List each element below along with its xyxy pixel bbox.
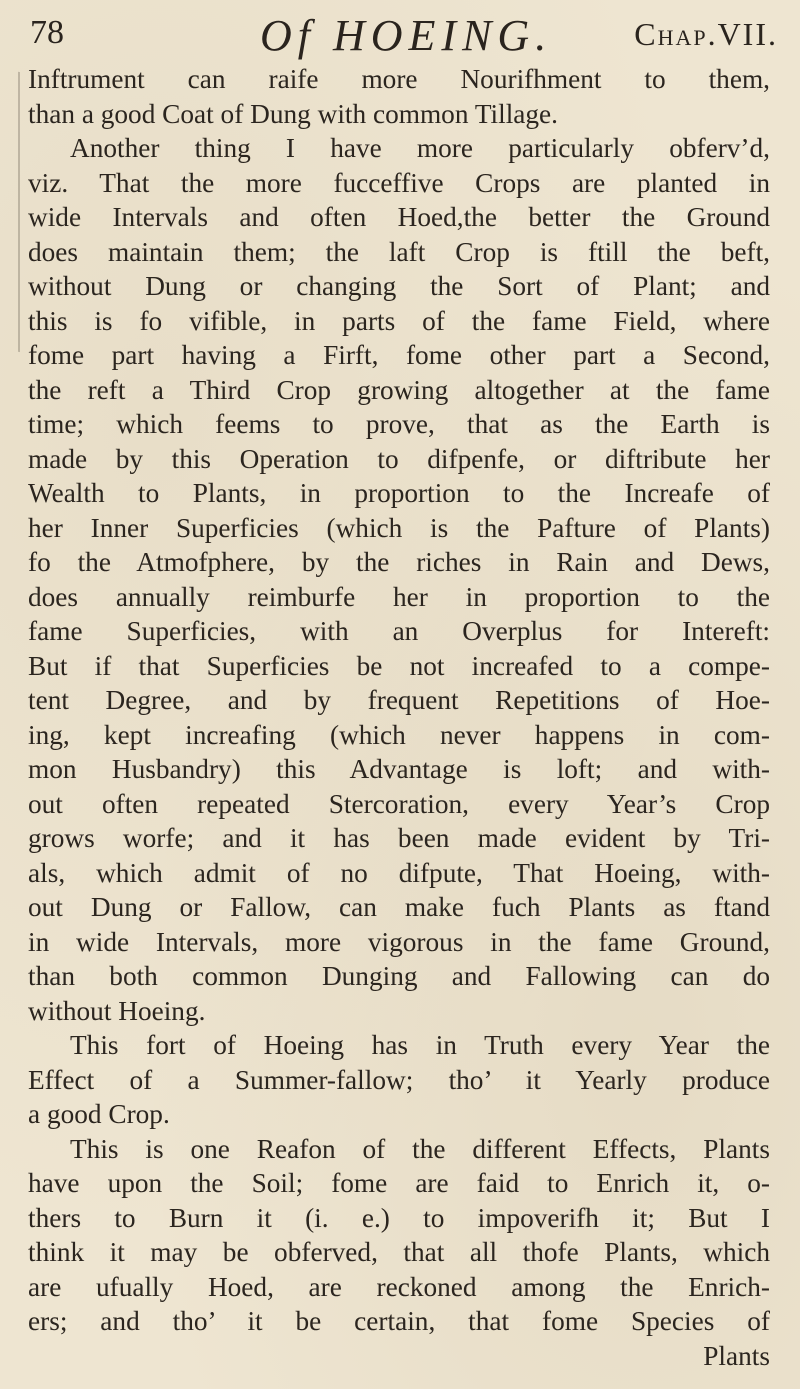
- page-header: [30, 6, 778, 62]
- text-line: thers to Burn it (i. e.) to impoverifh it; But I: [28, 1202, 770, 1233]
- text-line: ing, kept increafing (which never happens in com-: [28, 719, 770, 750]
- text-line: fome part having a Firft, fome other part a Second,: [28, 340, 770, 370]
- text-line: have upon the Soil; fome are faid to Enrich it, o-: [28, 1168, 770, 1198]
- text-line: fame Superficies, with an Overplus for Intereft:: [28, 616, 770, 646]
- text-line: fo the Atmofphere, by the riches in Rain and Dews,: [28, 547, 770, 577]
- text-line: als, which admit of no difpute, That Hoeing, with-: [28, 857, 770, 888]
- text-line: her Inner Superficies (which is the Pafture of Plants): [28, 512, 770, 543]
- text-line: a good Crop.: [28, 1099, 170, 1129]
- text-line: tent Degree, and by frequent Repetitions of Hoe-: [28, 685, 770, 715]
- text-line: think it may be obferved, that all thofe Plants, which: [28, 1237, 770, 1267]
- text-line: viz. That the more fucceffive Crops are planted in: [28, 167, 770, 198]
- text-line: this is fo vifible, in parts of the fame Field, where: [28, 305, 770, 336]
- text-line: But if that Superficies be not increafed to a compe-: [28, 650, 770, 681]
- text-line: out Dung or Fallow, can make fuch Plants as ftand: [28, 892, 770, 922]
- text-line: in wide Intervals, more vigorous in the fame Ground,: [28, 926, 770, 957]
- text-line: mon Husbandry) this Advantage is loft; and with-: [28, 754, 770, 784]
- text-line: Effect of a Summer-fallow; tho’ it Yearly produce: [28, 1064, 770, 1095]
- body-text: [28, 62, 770, 1373]
- text-line: without Dung or changing the Sort of Plant; and: [28, 271, 770, 301]
- text-line: grows worfe; and it has been made evident by Tri-: [28, 823, 770, 853]
- text-line: time; which feems to prove, that as the Earth is: [28, 409, 770, 439]
- text-line: wide Intervals and often Hoed,the better the Ground: [28, 202, 770, 232]
- page-number: 78: [30, 14, 64, 51]
- page-edge-shadow: [0, 68, 20, 352]
- text-line: than both common Dunging and Fallowing can do: [28, 961, 770, 991]
- text-line: does annually reimburfe her in proportion to the: [28, 581, 770, 612]
- text-line: than a good Coat of Dung with common Tillage.: [28, 98, 558, 129]
- text-line: made by this Operation to difpenfe, or diftribute her: [28, 443, 770, 474]
- catchword: Plants: [703, 1340, 770, 1371]
- text-line: This is one Reafon of the different Effects, Plants: [70, 1133, 770, 1164]
- text-line: ers; and tho’ it be certain, that fome Species of: [28, 1306, 770, 1336]
- text-line: are ufually Hoed, are reckoned among the Enrich-: [28, 1271, 770, 1302]
- text-line: does maintain them; the laft Crop is ftill the beft,: [28, 236, 770, 267]
- text-line: Inftrument can raife more Nourifhment to them,: [28, 64, 770, 94]
- text-line: without Hoeing.: [28, 995, 206, 1026]
- text-line: Another thing I have more particularly obferv’d,: [70, 133, 770, 163]
- text-line: This fort of Hoeing has in Truth every Year the: [70, 1030, 770, 1060]
- text-line: Wealth to Plants, in proportion to the Increafe of: [28, 478, 770, 508]
- running-title: Of HOEING.: [260, 11, 553, 60]
- text-line: out often repeated Stercoration, every Year’s Crop: [28, 788, 770, 819]
- chapter-label: Chap.VII.: [634, 16, 778, 52]
- text-line: the reft a Third Crop growing altogether at the fame: [28, 374, 770, 405]
